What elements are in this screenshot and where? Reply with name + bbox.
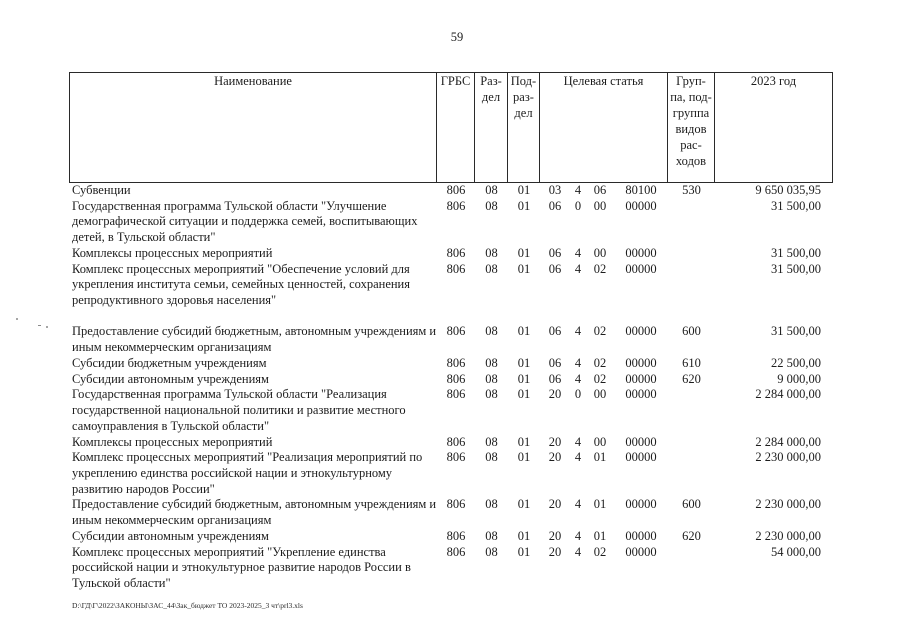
row-name-line: укреплению единства российской нации и этнокультурному — [72, 465, 393, 480]
row-grbs: 806 — [446, 544, 466, 559]
header-name-label: Наименование — [214, 74, 292, 88]
row-name-line: государственной национальной политики и развитие местного — [72, 403, 406, 418]
row-name-line: детей, в Тульской области" — [72, 230, 216, 245]
table-row — [69, 529, 833, 545]
row-podrazdel: 01 — [517, 434, 531, 449]
header-group-line: па, под- — [670, 90, 712, 104]
header-podrazdel — [508, 73, 540, 182]
target-code-part: 00000 — [625, 528, 657, 543]
target-code-part: 20 — [548, 528, 562, 543]
row-expense-group — [668, 450, 715, 497]
row-podrazdel: 01 — [517, 371, 531, 386]
row-podrazdel: 01 — [517, 183, 531, 197]
file-path-footer: D:\ГД\Г\2022\ЗАКОНЫ\ЗАС_44\Зак_бюджет ТО 2023-2025_3 чт\prl3.xls — [72, 601, 303, 610]
row-podrazdel: 01 — [517, 544, 531, 559]
row-podrazdel: 01 — [517, 324, 531, 339]
table-row — [69, 372, 833, 388]
row-grbs: 806 — [446, 355, 466, 370]
row-amount-2023: 2 284 000,00 — [755, 387, 821, 402]
row-amount-2023: 9 000,00 — [777, 371, 821, 386]
target-code-part: 01 — [593, 450, 607, 465]
target-code-part: 00 — [593, 198, 607, 213]
row-expense-group — [668, 262, 715, 309]
table-row — [69, 324, 833, 355]
row-amount-2023: 2 230 000,00 — [755, 497, 821, 512]
header-razdel-line: дел — [481, 90, 501, 104]
row-amount-2023: 31 500,00 — [771, 261, 821, 276]
target-code-part: 06 — [548, 355, 562, 370]
row-podrazdel: 01 — [517, 497, 531, 512]
row-amount-2023: 2 230 000,00 — [755, 528, 821, 543]
row-grbs: 806 — [446, 183, 466, 197]
row-amount-2023: 54 000,00 — [771, 544, 821, 559]
table-row — [69, 435, 833, 451]
row-target-code — [540, 545, 668, 592]
row-razdel: 08 — [485, 183, 498, 197]
row-razdel: 08 — [485, 387, 498, 402]
table-row — [69, 199, 833, 246]
row-amount-2023: 31 500,00 — [771, 198, 821, 213]
header-podrazdel-line: Под- — [510, 74, 537, 88]
row-razdel: 08 — [485, 371, 498, 386]
row-podrazdel: 01 — [517, 245, 531, 260]
target-code-part: 03 — [548, 183, 562, 197]
row-name-line: развитию народов России" — [72, 481, 215, 496]
header-group-line: Груп- — [676, 74, 706, 88]
target-code-part: 06 — [548, 371, 562, 386]
target-code-part: 4 — [574, 544, 582, 559]
header-name — [70, 73, 437, 182]
header-grbs — [437, 73, 475, 182]
row-razdel: 08 — [485, 528, 498, 543]
header-group — [668, 73, 715, 182]
row-name — [69, 497, 437, 528]
row-name-line: Предоставление субсидий бюджетным, автономным учреждениям и — [72, 497, 437, 512]
row-amount-2023: 22 500,00 — [771, 355, 821, 370]
target-code-part: 4 — [574, 183, 582, 197]
row-name — [69, 324, 437, 355]
header-grbs-label: ГРБС — [440, 74, 471, 88]
row-amount-2023: 31 500,00 — [771, 245, 821, 260]
row-podrazdel: 01 — [517, 198, 531, 213]
row-name-line: Предоставление субсидий бюджетным, автономным учреждениям и — [72, 324, 437, 339]
target-code-part: 02 — [593, 371, 607, 386]
row-name-line: иным некоммерческим организациям — [72, 340, 272, 355]
row-name-line: Субсидии автономным учреждениям — [72, 371, 269, 386]
header-group-line: ходов — [675, 154, 707, 168]
row-grbs: 806 — [446, 434, 466, 449]
row-expense-group: 620 — [682, 371, 701, 386]
row-razdel: 08 — [485, 198, 498, 213]
target-code-part: 4 — [574, 371, 582, 386]
header-year — [715, 73, 832, 182]
row-name-line: иным некоммерческим организациям — [72, 513, 272, 528]
target-code-part: 4 — [574, 245, 582, 260]
header-group-line: видов — [675, 122, 707, 136]
row-name-line: Субсидии бюджетным учреждениям — [72, 355, 267, 370]
target-code-part: 00000 — [625, 544, 657, 559]
row-name — [69, 356, 437, 372]
row-razdel: 08 — [485, 497, 498, 512]
target-code-part: 4 — [574, 355, 582, 370]
row-razdel: 08 — [485, 324, 498, 339]
table-row — [69, 356, 833, 372]
row-target-code — [540, 435, 668, 451]
row-target-code — [540, 372, 668, 388]
header-razdel-line: Раз- — [480, 74, 502, 88]
row-razdel: 08 — [485, 245, 498, 260]
target-code-part: 06 — [548, 198, 562, 213]
row-grbs: 806 — [446, 528, 466, 543]
target-code-part: 01 — [593, 497, 607, 512]
row-expense-group: 530 — [682, 183, 701, 197]
target-code-part: 20 — [548, 434, 562, 449]
table-row — [69, 246, 833, 262]
row-name — [69, 372, 437, 388]
row-grbs: 806 — [446, 245, 466, 260]
target-code-part: 02 — [593, 544, 607, 559]
row-expense-group — [668, 387, 715, 434]
table-row — [69, 450, 833, 497]
target-code-part: 06 — [593, 183, 607, 197]
target-code-part: 00000 — [625, 355, 657, 370]
target-code-part: 00 — [593, 434, 607, 449]
row-amount-2023: 2 284 000,00 — [755, 434, 821, 449]
target-code-part: 00000 — [625, 434, 657, 449]
target-code-part: 4 — [574, 261, 582, 276]
target-code-part: 00000 — [625, 371, 657, 386]
row-name — [69, 529, 437, 545]
target-code-part: 06 — [548, 261, 562, 276]
header-podrazdel-line: раз- — [513, 90, 534, 104]
page-number: 59 — [450, 30, 464, 44]
row-expense-group: 600 — [682, 497, 701, 512]
target-code-part: 02 — [593, 261, 607, 276]
target-code-part: 06 — [548, 245, 562, 260]
target-code-part: 02 — [593, 324, 607, 339]
row-grbs: 806 — [446, 497, 466, 512]
header-podrazdel-line: дел — [514, 106, 533, 120]
table-row — [69, 497, 833, 528]
row-razdel: 08 — [485, 434, 498, 449]
row-name-line: репродуктивного здоровья населения" — [72, 293, 277, 308]
row-amount-2023: 9 650 035,95 — [755, 183, 821, 197]
row-grbs: 806 — [446, 387, 466, 402]
target-code-part: 0 — [574, 198, 582, 213]
target-code-part: 4 — [574, 497, 582, 512]
row-name-line: Субвенции — [72, 183, 131, 197]
row-target-code — [540, 246, 668, 262]
row-name — [69, 450, 437, 497]
row-razdel: 08 — [485, 450, 498, 465]
scan-noise-dot — [38, 325, 41, 326]
row-expense-group — [668, 545, 715, 592]
target-code-part: 80100 — [625, 183, 657, 197]
row-target-code — [540, 387, 668, 434]
row-podrazdel: 01 — [517, 387, 531, 402]
row-target-code — [540, 324, 668, 355]
row-name-line: Комплексы процессных мероприятий — [72, 434, 273, 449]
row-podrazdel: 01 — [517, 261, 531, 276]
row-name-line: Комплекс процессных мероприятий "Обеспечение условий для — [72, 261, 410, 276]
row-name — [69, 435, 437, 451]
row-name-line: Государственная программа Тульской области "Улучшение — [72, 198, 387, 213]
row-expense-group — [668, 199, 715, 246]
target-code-part: 00000 — [625, 198, 657, 213]
row-podrazdel: 01 — [517, 528, 531, 543]
row-razdel: 08 — [485, 355, 498, 370]
row-name-line: демографической ситуации и поддержка семей, воспитывающих — [72, 214, 418, 229]
target-code-part: 20 — [548, 450, 562, 465]
row-grbs: 806 — [446, 261, 466, 276]
target-code-part: 01 — [593, 528, 607, 543]
row-name — [69, 246, 437, 262]
target-code-part: 00 — [593, 245, 607, 260]
row-target-code — [540, 356, 668, 372]
row-razdel: 08 — [485, 544, 498, 559]
row-name-line: Тульской области" — [72, 575, 171, 590]
table-body — [69, 183, 833, 592]
target-code-part: 4 — [574, 450, 582, 465]
row-grbs: 806 — [446, 371, 466, 386]
row-name — [69, 199, 437, 246]
target-code-part: 00000 — [625, 261, 657, 276]
row-target-code — [540, 199, 668, 246]
row-name-line: российской нации и этнокультурное развитие народов России в — [72, 560, 411, 575]
table-row — [69, 545, 833, 592]
row-grbs: 806 — [446, 450, 466, 465]
row-name — [69, 183, 437, 199]
row-razdel: 08 — [485, 261, 498, 276]
target-code-part: 0 — [574, 387, 582, 402]
row-podrazdel: 01 — [517, 355, 531, 370]
target-code-part: 00000 — [625, 497, 657, 512]
row-expense-group — [668, 246, 715, 262]
row-target-code — [540, 529, 668, 545]
row-expense-group: 600 — [682, 324, 701, 339]
target-code-part: 20 — [548, 544, 562, 559]
target-code-part: 4 — [574, 434, 582, 449]
target-code-part: 06 — [548, 324, 562, 339]
row-name-line: Комплексы процессных мероприятий — [72, 245, 273, 260]
scan-noise-dot — [16, 318, 18, 320]
row-grbs: 806 — [446, 324, 466, 339]
row-grbs: 806 — [446, 198, 466, 213]
row-target-code — [540, 183, 668, 199]
row-amount-2023: 2 230 000,00 — [755, 450, 821, 465]
row-name-line: Государственная программа Тульской области "Реализация — [72, 387, 387, 402]
row-podrazdel: 01 — [517, 450, 531, 465]
header-target-label: Целевая статья — [563, 74, 644, 88]
target-code-part: 00000 — [625, 324, 657, 339]
header-group-line: рас- — [680, 138, 702, 152]
target-code-part: 00000 — [625, 245, 657, 260]
row-target-code — [540, 262, 668, 309]
row-name — [69, 262, 437, 309]
target-code-part: 20 — [548, 497, 562, 512]
target-code-part: 20 — [548, 387, 562, 402]
row-expense-group — [668, 435, 715, 451]
target-code-part: 00 — [593, 387, 607, 402]
row-name-line: Субсидии автономным учреждениям — [72, 528, 269, 543]
target-code-part: 02 — [593, 355, 607, 370]
table-row — [69, 183, 833, 199]
target-code-part: 4 — [574, 324, 582, 339]
row-name — [69, 545, 437, 592]
target-code-part: 00000 — [625, 450, 657, 465]
target-code-part: 00000 — [625, 387, 657, 402]
row-name-line: Комплекс процессных мероприятий "Укрепление единства — [72, 544, 386, 559]
row-amount-2023: 31 500,00 — [771, 324, 821, 339]
header-group-line: группа — [672, 106, 710, 120]
table-row — [69, 387, 833, 434]
row-target-code — [540, 450, 668, 497]
row-expense-group: 610 — [682, 355, 701, 370]
table-row — [69, 262, 833, 309]
header-year-label: 2023 год — [750, 74, 797, 88]
row-expense-group: 620 — [682, 528, 701, 543]
header-razdel — [475, 73, 508, 182]
row-name — [69, 387, 437, 434]
row-target-code — [540, 497, 668, 528]
table-header — [69, 72, 833, 183]
header-target — [540, 73, 668, 182]
row-name-line: укрепления института семьи, семейных ценностей, сохранения — [72, 277, 411, 292]
row-name-line: Комплекс процессных мероприятий "Реализация мероприятий по — [72, 450, 423, 465]
row-name-line: самоуправления в Тульской области" — [72, 418, 270, 433]
scan-noise-dot — [46, 326, 48, 328]
target-code-part: 4 — [574, 528, 582, 543]
